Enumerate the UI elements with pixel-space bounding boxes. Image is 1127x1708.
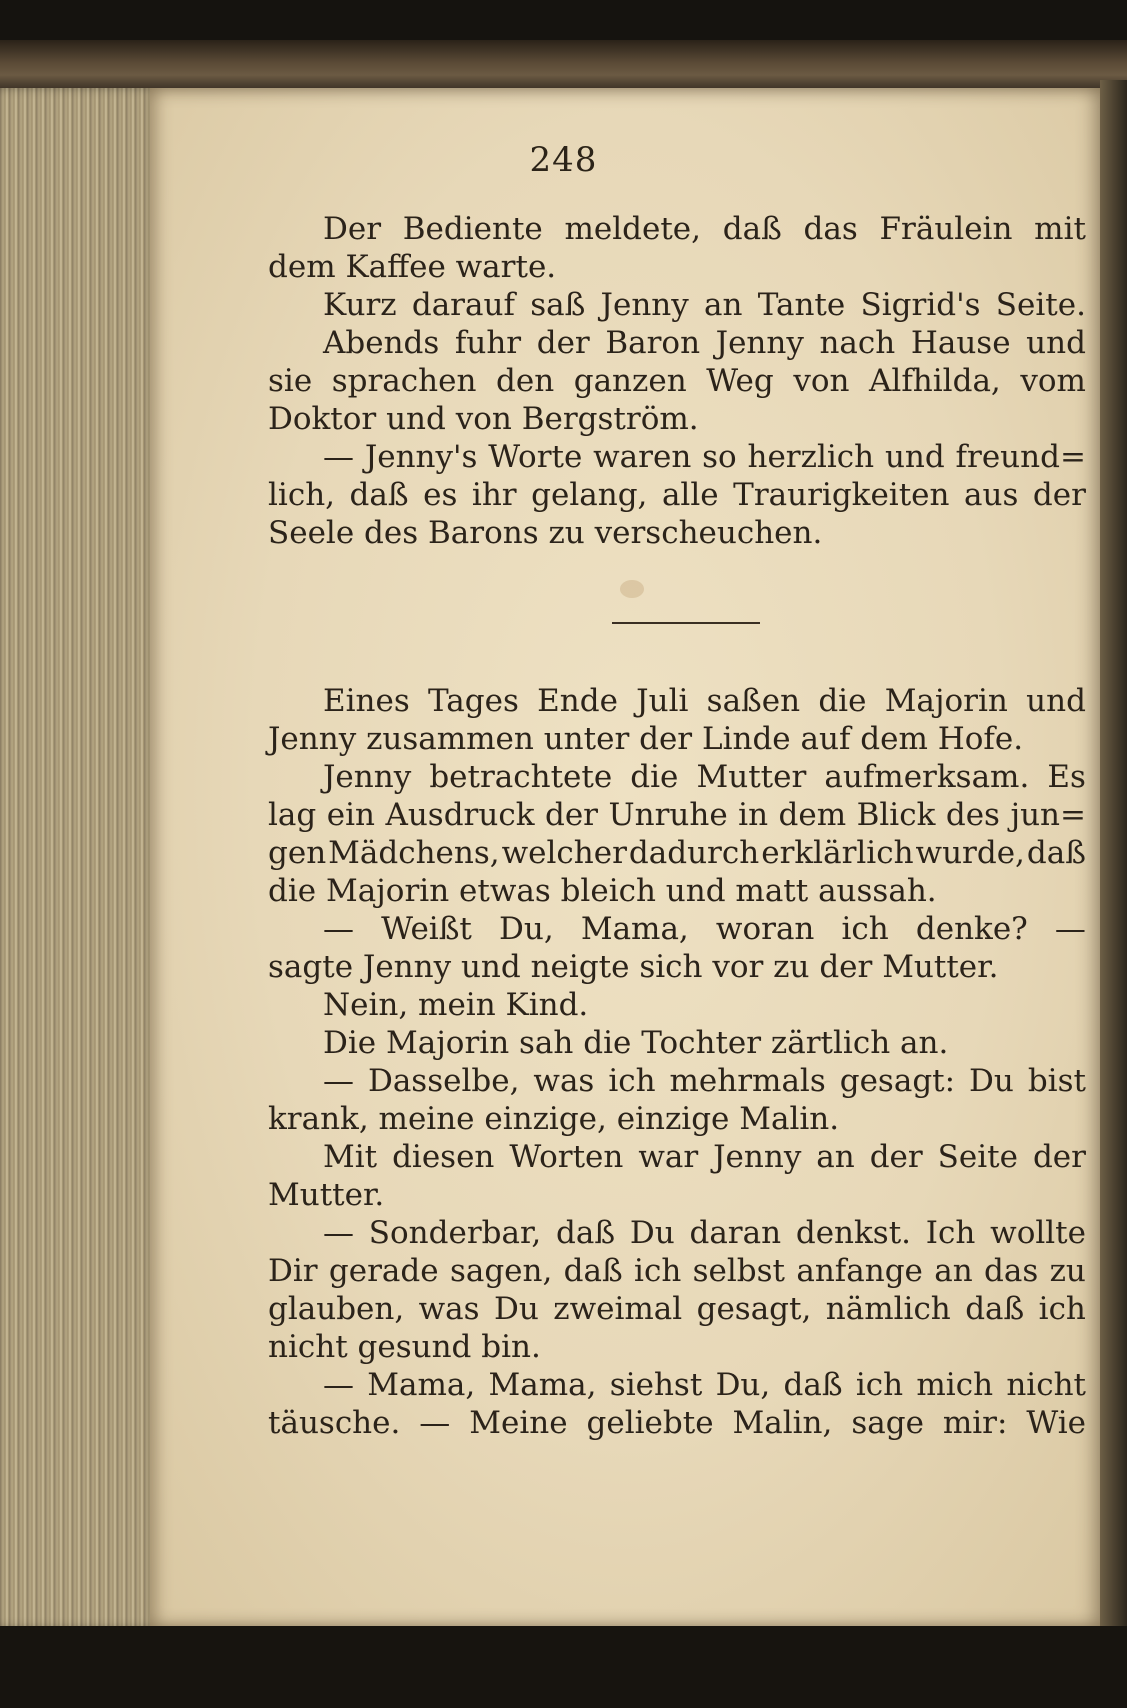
- text-line: — Jenny's Worte waren so herzlich und freund=: [323, 439, 1086, 475]
- text-line: — Weißt Du, Mama, woran ich denke? —: [323, 911, 1086, 947]
- page-number: 248: [529, 140, 598, 180]
- text-section-1: [268, 210, 1086, 552]
- text-line: — Sonderbar, daß Du daran denkst. Ich wollte: [323, 1215, 1086, 1251]
- text-line: Mutter.: [268, 1177, 385, 1213]
- text-line: Doktor und von Bergström.: [268, 401, 699, 437]
- text-line: lag ein Ausdruck der Unruhe in dem Blick des jun=: [268, 797, 1086, 833]
- text-line: Seele des Barons zu verscheuchen.: [268, 515, 823, 551]
- text-line: nicht gesund bin.: [268, 1329, 541, 1365]
- text-line: Eines Tages Ende Juli saßen die Majorin und: [323, 683, 1086, 719]
- text-line: Dir gerade sagen, daß ich selbst anfange an das zu: [268, 1253, 1086, 1289]
- text-line: Abends fuhr der Baron Jenny nach Hause und: [323, 325, 1086, 361]
- text-line: sagte Jenny und neigte sich vor zu der Mutter.: [268, 949, 999, 985]
- text-line: die Majorin etwas bleich und matt aussah.: [268, 873, 937, 909]
- text-line: glauben, was Du zweimal gesagt, nämlich daß ich: [268, 1291, 1086, 1327]
- text-line: Jenny zusammen unter der Linde auf dem Hofe.: [268, 721, 1024, 757]
- paper-stain: [620, 580, 644, 598]
- text-line: Mit diesen Worten war Jenny an der Seite der: [323, 1139, 1086, 1175]
- text-line: krank, meine einzige, einzige Malin.: [268, 1101, 840, 1137]
- text-line: lich, daß es ihr gelang, alle Traurigkeiten aus der: [268, 477, 1086, 513]
- text-line: sie sprachen den ganzen Weg von Alfhilda, vom: [268, 363, 1086, 399]
- page-stack-edges: [0, 88, 160, 1628]
- text-line: — Mama, Mama, siehst Du, daß ich mich nicht: [323, 1367, 1086, 1403]
- text-line: Die Majorin sah die Tochter zärtlich an.: [323, 1025, 949, 1061]
- text-line: Nein, mein Kind.: [323, 987, 589, 1023]
- book-spine-edge: [0, 40, 1127, 90]
- text-section-2: [268, 682, 1086, 1442]
- section-divider: [612, 622, 760, 624]
- text-line: täusche. — Meine geliebte Malin, sage mir: Wie: [268, 1405, 1086, 1441]
- bottom-shadow: [0, 1626, 1127, 1708]
- text-line: Der Bediente meldete, daß das Fräulein mit: [323, 211, 1086, 247]
- text-line: gen Mädchens, welcher dadurch erklärlich wurde, daß: [268, 835, 1086, 871]
- text-line: dem Kaffee warte.: [268, 249, 557, 285]
- text-line: Jenny betrachtete die Mutter aufmerksam. Es: [323, 759, 1086, 795]
- text-line: Kurz darauf saß Jenny an Tante Sigrid's Seite.: [323, 287, 1086, 323]
- text-line: — Dasselbe, was ich mehrmals gesagt: Du bist: [323, 1063, 1086, 1099]
- book-gutter: [1100, 80, 1127, 1640]
